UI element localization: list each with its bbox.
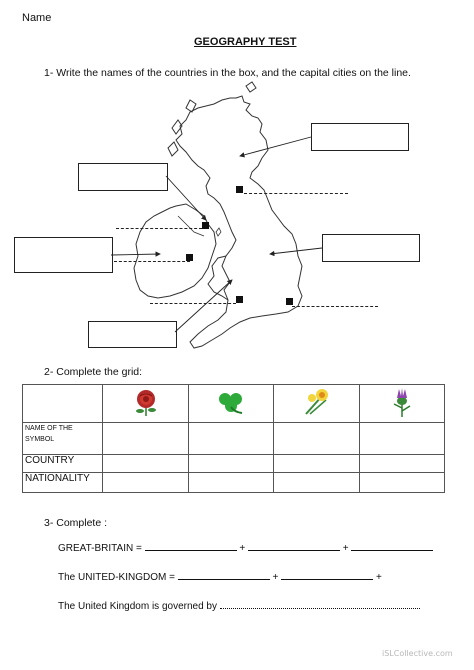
capital-marker-dublin [186,254,193,261]
answer-blank[interactable] [351,550,433,551]
plus-sign: + [272,572,279,583]
grid-cell-input[interactable] [274,423,359,455]
grid-cell-input[interactable] [188,455,273,473]
grid-cell-input[interactable] [359,455,444,473]
grid-cell-shamrock [188,385,273,423]
capital-marker-london [286,298,293,305]
plus-sign: + [342,543,349,554]
question-1-instruction: 1- Write the names of the countries in the box, and the capital cities on the line. [44,67,411,79]
shamrock-icon [214,389,248,415]
grid-cell-input[interactable] [274,473,359,493]
grid-cell-input[interactable] [188,423,273,455]
daffodil-icon [300,386,332,418]
capital-marker-edinburgh [236,186,243,193]
grid-cell-daffodil [274,385,359,423]
grid-cell-input[interactable] [359,423,444,455]
answer-blank[interactable] [178,579,270,580]
arrow-northern-ireland [166,176,206,220]
answer-blank[interactable] [248,550,340,551]
capital-line-london[interactable] [292,306,378,307]
grid-corner-cell [23,385,103,423]
question-3-instruction: 3- Complete : [44,517,108,529]
grid-cell-input[interactable] [274,455,359,473]
capital-line-dublin[interactable] [114,261,190,262]
grid-cell-input[interactable] [359,473,444,493]
grid-row-nationality [23,473,445,493]
page-title: GEOGRAPHY TEST [194,36,297,48]
question-2-instruction: 2- Complete the grid: [44,366,143,378]
answer-blank[interactable] [281,579,373,580]
capital-line-belfast[interactable] [116,228,202,229]
grid-icon-row [23,385,445,423]
grid-row-symbol [23,423,445,455]
arrow-ireland [111,254,160,255]
grid-cell-thistle [359,385,444,423]
great-britain-label: GREAT-BRITAIN = [58,543,142,554]
plus-sign: + [239,543,246,554]
rose-icon [131,387,161,417]
arrow-england [270,248,322,254]
arrow-wales [175,280,232,332]
grid-row-label-symbol: NAME OF THE SYMBOL [23,423,103,455]
grid-cell-rose [103,385,188,423]
grid-row-label-country: COUNTRY [23,455,103,473]
grid-cell-input[interactable] [103,455,188,473]
plus-sign: + [375,572,382,583]
capital-line-cardiff[interactable] [150,303,236,304]
grid-cell-input[interactable] [103,423,188,455]
capital-marker-cardiff [236,296,243,303]
grid-cell-input[interactable] [188,473,273,493]
governed-label: The United Kingdom is governed by [58,601,217,612]
grid-cell-input[interactable] [103,473,188,493]
symbols-grid [22,384,445,493]
united-kingdom-label: The UNITED-KINGDOM = [58,572,175,583]
grid-row-label-nationality: NATIONALITY [23,473,103,493]
grid-row-country [23,455,445,473]
arrow-scotland [240,137,311,156]
governed-line [58,601,420,612]
name-label: Name [22,12,52,24]
thistle-icon [388,386,416,418]
united-kingdom-line [58,572,382,583]
answer-blank[interactable] [220,608,420,609]
capital-line-edinburgh[interactable] [244,193,348,194]
watermark: iSLCollective.com [382,649,453,658]
great-britain-line [58,543,433,554]
answer-blank[interactable] [145,550,237,551]
capital-marker-belfast [202,222,209,229]
